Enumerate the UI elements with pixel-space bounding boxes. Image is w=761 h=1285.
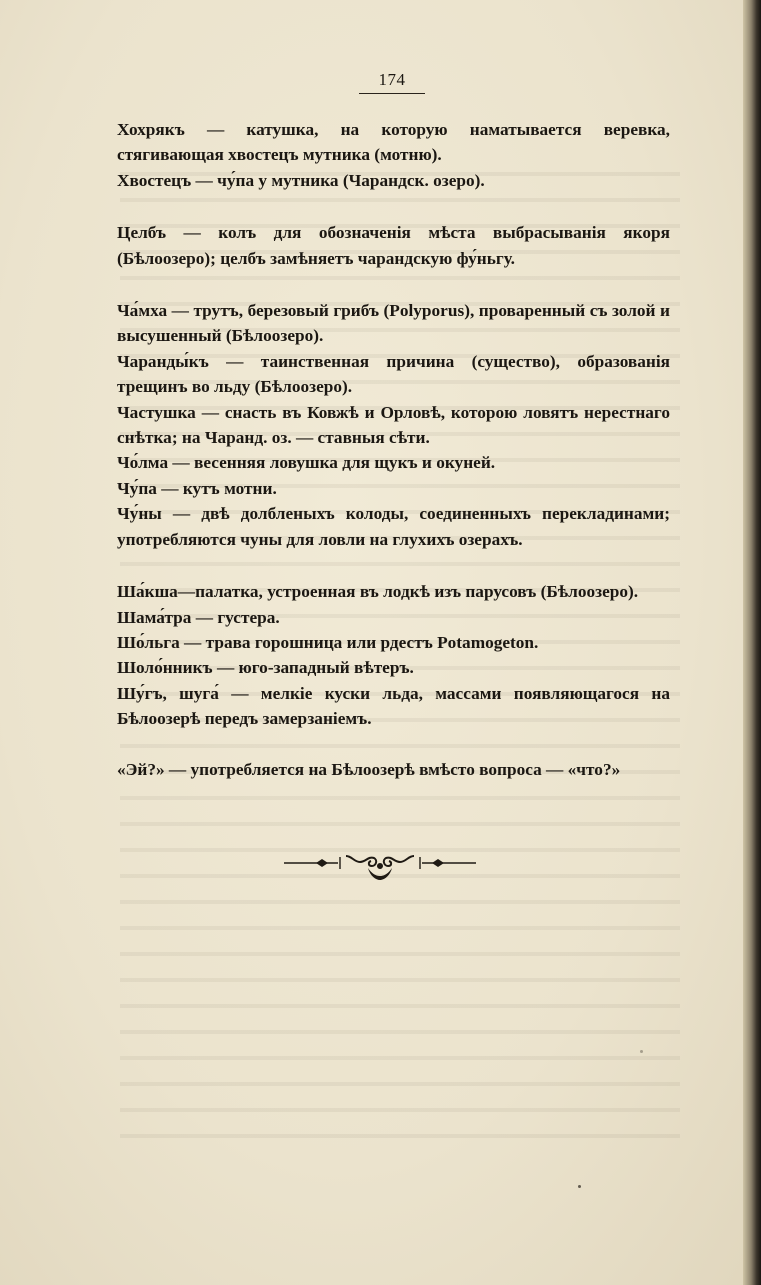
glossary-entry: Хвостецъ — чу́па у мутника (Чарандск. озеро). <box>117 170 485 190</box>
paper-speck <box>578 1185 581 1188</box>
glossary-entry: Чу́па — кутъ мотни. <box>117 478 277 498</box>
glossary-entry: Шама́тра — густера. <box>117 607 280 627</box>
glossary-text <box>117 117 670 782</box>
glossary-entry: Целбъ — колъ для обозначенія мѣста выбрасыванія якоря (Бѣлоозеро); целбъ замѣняетъ чарандскую фу́ньгу. <box>117 223 670 268</box>
page-number: 174 <box>378 70 406 89</box>
glossary-entry: Чаранды́къ — таинственная причина (существо), образованія трещинъ во льду (Бѣлоозеро). <box>117 351 670 397</box>
glossary-entry: Шоло́нникъ — юго-западный вѣтеръ. <box>117 658 414 678</box>
glossary-entry: Ча́мха — трутъ, березовый грибъ (Polyporus), проваренный съ золой и высушенный (Бѣлоозеро). <box>117 301 670 346</box>
glossary-entry: Чо́лма — весенняя ловушка для щукъ и окуней. <box>117 453 496 473</box>
glossary-entry: Шу́гъ, шуга́ — мелкіе куски льда, массами появляющагося на Бѣлоозерѣ передъ замерзаніемъ. <box>117 683 670 729</box>
paper-speck <box>640 1050 643 1053</box>
section-gap <box>117 193 670 220</box>
section-gap <box>117 732 670 757</box>
page-number-rule <box>359 93 425 94</box>
book-spine-shadow <box>743 0 761 1285</box>
glossary-entry: Частушка — снасть въ Ковжѣ и Орловѣ, которою ловятъ нерестнаго снѣтка; на Чаранд. оз. — ставныя сѣти. <box>117 402 670 448</box>
decorative-ornament <box>282 846 478 886</box>
glossary-entry: Хохрякъ — катушка, на которую наматывается веревка, стягивающая хвостецъ мутника (мотню). <box>117 120 670 165</box>
glossary-entry: Ша́кша—палатка, устроенная въ лодкѣ изъ парусовъ (Бѣлоозеро). <box>117 582 639 602</box>
glossary-entry: «Эй?» — употребляется на Бѣлоозерѣ вмѣсто вопроса — «что?» <box>117 759 621 779</box>
glossary-entry: Шо́льга — трава горошница или рдестъ Potamogeton. <box>117 632 539 652</box>
glossary-entry: Чу́ны — двѣ долбленыхъ колоды, соединенныхъ перекладинами; употребляются чуны для ловли на глухихъ озерахъ. <box>117 504 670 549</box>
section-gap <box>117 271 670 298</box>
section-gap <box>117 552 670 579</box>
